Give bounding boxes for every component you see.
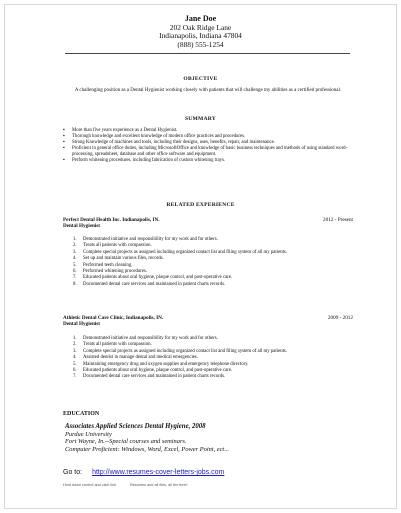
duty-item: 7. Documented dental care services and maintained in patient charts records. bbox=[73, 374, 226, 380]
degree: Associates Applied Sciences Dental Hygiene, 2008 bbox=[65, 423, 206, 430]
summary-item: ▪ Strong Knowledge of machines and tools, including their designs, uses, benefits, repair, and maintenance. bbox=[63, 140, 353, 146]
duty-item: 5. Performed teeth cleaning. bbox=[73, 262, 133, 268]
duty-item: 7. Educated patients about oral hygiene, plaque control, and post-operative care. bbox=[73, 275, 233, 281]
computer-skills: Computer Proficient: Windows, Word, Excel, Power Point, ect... bbox=[65, 445, 230, 453]
job-entry bbox=[63, 315, 353, 327]
summary-item: ▪ Thorough knowledge and excellent knowledge of modern office practices and procedures. bbox=[63, 134, 353, 140]
website-link[interactable]: http://www.resumes-cover-letters-jobs.com bbox=[92, 469, 225, 476]
job-dates: 2012 - Present bbox=[323, 217, 353, 223]
duty-item: 6. Educated patients about oral hygiene, plaque control, and post-operative care. bbox=[73, 368, 233, 374]
duty-item: 4. Set up and maintain various files, records. bbox=[73, 256, 164, 262]
footer-left: Hold down control and click link bbox=[63, 483, 116, 487]
school: Purdue University bbox=[65, 430, 112, 438]
summary-list bbox=[63, 128, 353, 165]
duty-item: 2. Treats all patients with compassion. bbox=[73, 243, 152, 249]
contact-header bbox=[5, 15, 396, 49]
summary-item: ▪ Perform whitening procedures, including fabrication of custom whitening trays. bbox=[63, 158, 353, 164]
experience-heading: RELATED EXPERIENCE bbox=[166, 202, 235, 208]
summary-item: ▪ Proficient in general office duties, including MicrosoftOffice and knowledge of basic business techniques and methods of using standard word-processing, spreadsheet, database and other office software and equipment. bbox=[63, 146, 353, 158]
objective-text: A challenging position as a Dental Hygienist working closely with patients that will challenge my abilities as a certified professional. bbox=[74, 88, 342, 93]
city-line: Indianapolis, Indiana 47804 bbox=[159, 31, 242, 41]
footer bbox=[63, 483, 188, 487]
divider bbox=[65, 53, 350, 54]
job-dates: 2009 - 2012 bbox=[327, 315, 353, 321]
duties-list bbox=[73, 336, 353, 381]
duty-item: 6. Performed whitening procedures. bbox=[73, 269, 148, 275]
objective-heading: OBJECTIVE bbox=[183, 76, 218, 82]
duty-item: 2. Treats all patients with compassion. bbox=[73, 342, 152, 348]
company-name: Perfect Dental Health Inc. Indianapolis, IN. bbox=[63, 217, 160, 223]
duty-item: 8. Documented dental care services and maintained in patient charts records. bbox=[73, 281, 226, 287]
duty-item: 1. Demonstrated initiative and responsibility for my work and for others. bbox=[73, 237, 218, 242]
phone-line: (888) 555-1254 bbox=[177, 39, 224, 49]
duty-item: 3. Complete special projects as assigned including organized contact list and filing system of all my patients. bbox=[73, 249, 287, 255]
goto-line bbox=[63, 469, 224, 476]
goto-label: Go to: bbox=[63, 469, 83, 476]
job-title: Dental Hygienist bbox=[63, 321, 101, 328]
company-name: Athletic Dental Care Clinic, Indianapolis, IN. bbox=[63, 315, 164, 321]
school-location: Fort Wayne, In.--Special courses and seminars. bbox=[65, 438, 187, 446]
duty-item: 5. Maintaining emergency drug and oxygen supplies and emergency telephone directory. bbox=[73, 361, 249, 367]
duty-item: 4. Assisted dentist in manage dental and medical emergencies. bbox=[73, 355, 199, 361]
address-line: 202 Oak Ridge Lane bbox=[169, 22, 232, 32]
duty-item: 3. Complete special projects as assigned including organized contact list and filing system of all my patients. bbox=[73, 348, 287, 354]
applicant-name: Jane Doe bbox=[184, 14, 217, 23]
education-heading: EDUCATION bbox=[63, 411, 100, 417]
footer-right: Resumes and all files, all the time! bbox=[129, 483, 188, 487]
summary-item: ▪ More than five years experience as a Dental Hygienist. bbox=[63, 128, 353, 134]
summary-heading: SUMMARY bbox=[184, 116, 217, 122]
duty-item: 1. Demonstrated initiative and responsibility for my work and for others. bbox=[73, 336, 218, 341]
job-title: Dental Hygienist bbox=[63, 223, 101, 230]
education-block bbox=[65, 423, 345, 453]
job-entry bbox=[63, 217, 353, 229]
duties-list bbox=[73, 237, 353, 288]
resume-page bbox=[4, 4, 397, 509]
